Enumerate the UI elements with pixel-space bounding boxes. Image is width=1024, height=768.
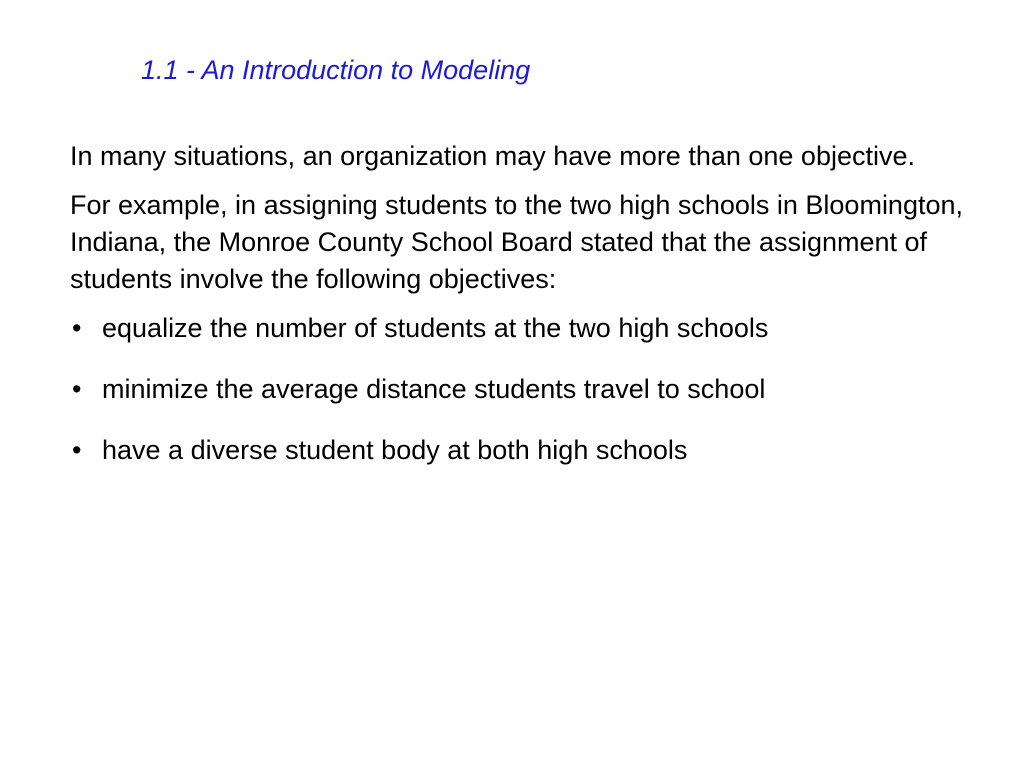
list-item (70, 371, 970, 408)
objective-text: have a diverse student body at both high schools (102, 435, 688, 465)
list-item (70, 432, 970, 469)
example-paragraph: For example, in assigning students to the two high schools in Bloomington, Indiana, the Monroe County School Board stated that the assignment of students involve the following objectives: (70, 190, 964, 294)
bullet-icon: • (72, 374, 82, 404)
objective-text: equalize the number of students at the two high schools (102, 313, 769, 343)
bullet-icon: • (72, 313, 82, 343)
bullet-icon: • (72, 435, 82, 465)
intro-paragraph: In many situations, an organization may have more than one objective. (70, 141, 915, 171)
objective-text: minimize the average distance students travel to school (102, 374, 766, 404)
slide-title: 1.1 - An Introduction to Modeling (141, 55, 531, 85)
list-item (70, 310, 970, 347)
slide-body (70, 138, 970, 493)
objectives-list (70, 310, 970, 469)
